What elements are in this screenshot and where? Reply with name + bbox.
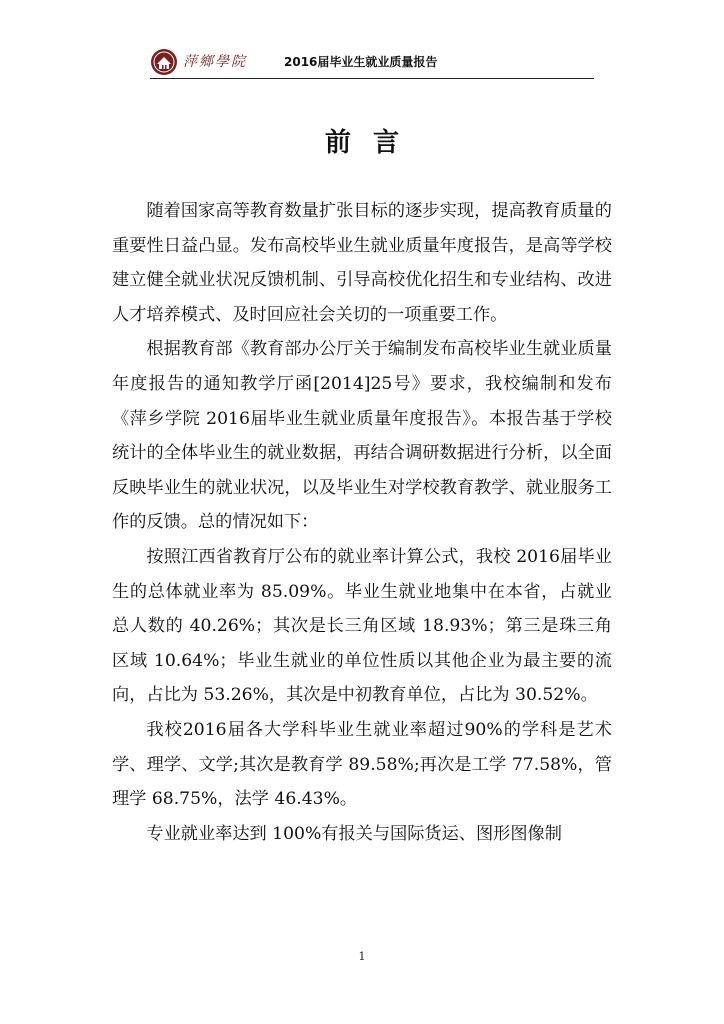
paragraph: 专业就业率达到 100%有报关与国际货运、图形图像制 [146, 823, 562, 844]
university-logotype: 萍鄉學院 [183, 54, 247, 70]
paragraph: 随着国家高等教育数量扩张目标的逐步实现，提高教育质量的重要性日益凸显。发布高校毕业生就业质量年度报告，是高等学校建立健全就业状况反馈机制、引导高校优化招生和专业结构、改进人才培养模式、及时回应社会关切的一项重要工作。 [112, 201, 612, 325]
page-header [150, 48, 594, 76]
page-title: 前言 [324, 128, 421, 158]
university-seal-icon [150, 48, 178, 76]
paragraph: 根据教育部《教育部办公厅关于编制发布高校毕业生就业质量年度报告的通知教学厅函[2014]25号》要求，我校编制和发布《萍乡学院 2016届毕业生就业质量年度报告》。本报告基于学校统计的全体毕业生的就业数据，再结合调研数据进行分析，以全面反映毕业生的就业状况，以及毕业生对学校教育教学、就业服务工作的反馈。总的情况如下： [112, 339, 612, 533]
header-title: 2016届毕业生就业质量报告 [284, 55, 438, 69]
paragraph: 我校2016届各大学科毕业生就业率超过90%的学科是艺术学、理学、文学;其次是教育学 89.58%;再次是工学 77.58%，管理学 68.75%，法学 46.43%。 [112, 719, 612, 810]
page-number: 1 [358, 950, 366, 963]
header-divider [150, 78, 594, 79]
document-body [112, 194, 612, 851]
paragraph: 按照江西省教育厅公布的就业率计算公式，我校 2016届毕业生的总体就业率为 85.09%。毕业生就业地集中在本省，占就业总人数的 40.26%；其次是长三角区域 18.93%；第三是珠三角区域 10.64%；毕业生就业的单位性质以其他企业为最主要的流向，占比为 53.26%，其次是中初教育单位，占比为 30.52%。 [112, 546, 612, 706]
